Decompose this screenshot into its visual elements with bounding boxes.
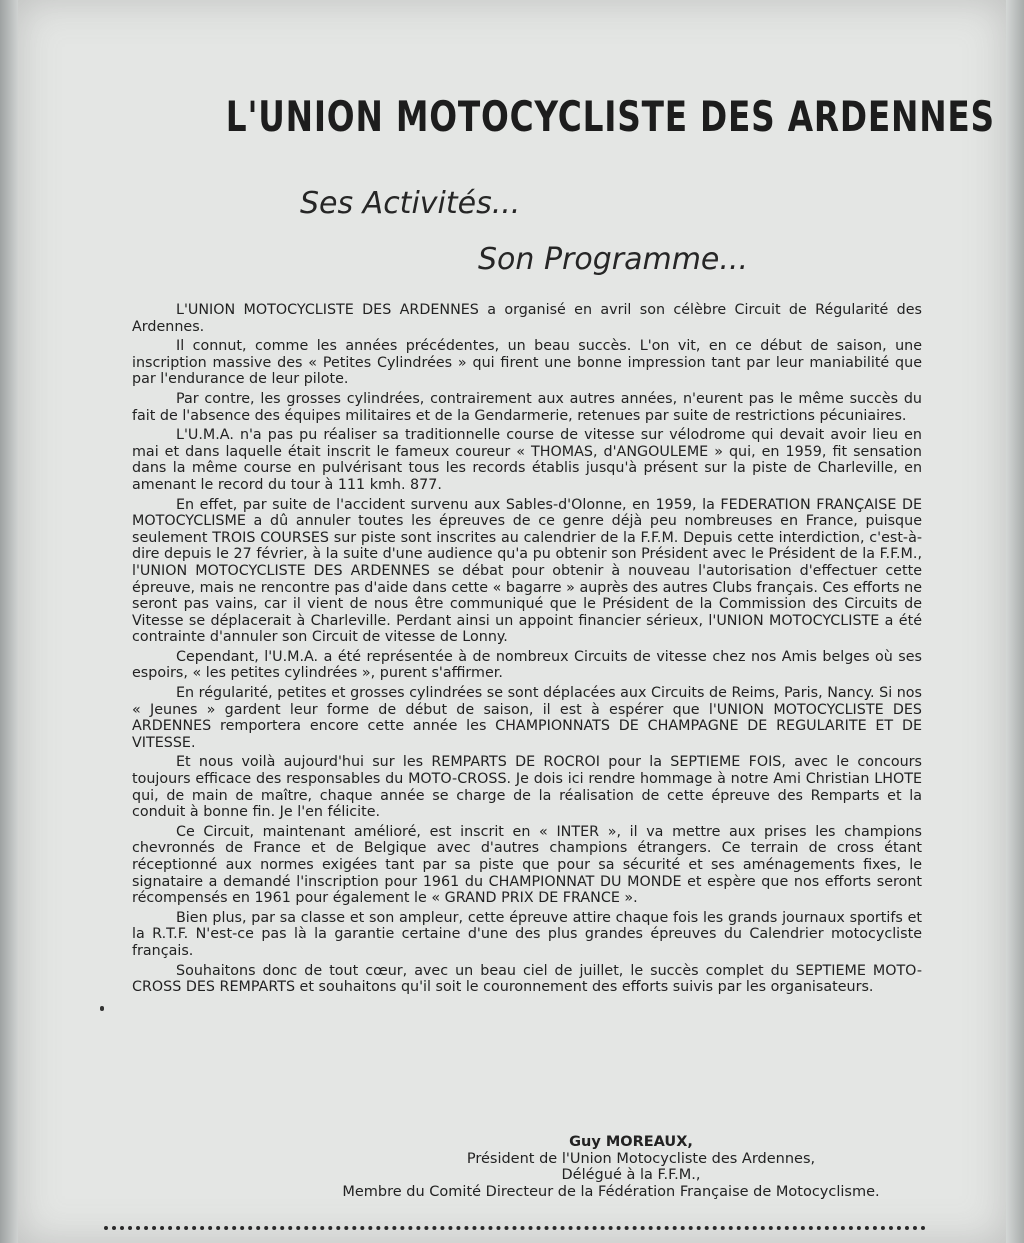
paragraph: Il connut, comme les années précédentes, un beau succès. L'on vit, en ce début de saison, une inscription massive des « Petites Cylindrées » qui firent une bonne impression tant par leur maniabilité que par l'endurance de leur pilote. <box>132 338 922 388</box>
article-body <box>132 302 922 999</box>
paragraph: Ce Circuit, maintenant amélioré, est inscrit en « INTER », il va mettre aux prises les champions chevronnés de France et de Belgique avec d'autres champions étrangers. Ce terrain de cross étant réceptionné aux normes exigées tant par sa piste que pour sa sécurité et ses aménagements fixes, le signataire a demandé l'inscription pour 1961 du CHAMPIONNAT DU MONDE et espère que nos efforts seront récompensés en 1961 pour également le « GRAND PRIX DE FRANCE ». <box>132 823 922 907</box>
paragraph: Bien plus, par sa classe et son ampleur, cette épreuve attire chaque fois les grands journaux sportifs et la R.T.F. N'est-ce pas là la garantie certaine d'une des plus grandes épreuves du Calendrier motocycliste français. <box>132 909 922 959</box>
document-title: L'UNION MOTOCYCLISTE DES ARDENNES <box>225 92 995 141</box>
paragraph: Par contre, les grosses cylindrées, contrairement aux autres années, n'eurent pas le même succès du fait de l'absence des équipes militaires et de la Gendarmerie, retenues par suite de restrictions pécuniaires. <box>132 390 922 424</box>
page-right-edge <box>1006 0 1024 1243</box>
signatory-committee: Membre du Comité Directeur de la Fédération Française de Motocyclisme. <box>342 1183 880 1200</box>
paragraph: L'U.M.A. n'a pas pu réaliser sa traditionnelle course de vitesse sur vélodrome qui devait avoir lieu en mai et dans laquelle était inscrit le fameux coureur « THOMAS, d'ANGOULEME » qui, en 1959, fit sensation dans la même course en pulvérisant tous les records établis jusqu'à présent sur la piste de Charleville, en amenant le record du tour à 111 kmh. 877. <box>132 427 922 493</box>
paragraph: Cependant, l'U.M.A. a été représentée à de nombreux Circuits de vitesse chez nos Amis belges où ses espoirs, « les petites cylindrées », purent s'affirmer. <box>132 648 922 682</box>
ink-speck <box>100 1006 104 1011</box>
subtitle-programme: Son Programme... <box>478 242 748 277</box>
signatory-delegate: Délégué à la F.F.M., <box>561 1167 701 1183</box>
paragraph: L'UNION MOTOCYCLISTE DES ARDENNES a organisé en avril son célèbre Circuit de Régularité des Ardennes. <box>132 302 922 335</box>
paragraph: Souhaitons donc de tout cœur, avec un beau ciel de juillet, le succès complet du SEPTIEME MOTO-CROSS DES REMPARTS et souhaitons qu'il soit le couronnement des efforts suivis par les organisateurs. <box>132 962 922 996</box>
subtitle-activities: Ses Activités... <box>300 186 521 221</box>
signatory-name: Guy MOREAUX, <box>569 1134 693 1150</box>
signatory-title: Président de l'Union Motocycliste des Ardennes, <box>466 1150 816 1167</box>
signature-block <box>300 1134 922 1200</box>
dotted-divider <box>104 1226 926 1230</box>
page-left-edge <box>0 0 18 1243</box>
paragraph: En effet, par suite de l'accident survenu aux Sables-d'Olonne, en 1959, la FEDERATION FRANÇAISE DE MOTOCYCLISME a dû annuler toutes les épreuves de ce genre déjà peu nombreuses en France, puisque seulement TROIS COURSES sur piste sont inscrites au calendrier de la F.F.M. Depuis cette interdiction, c'est-à-dire depuis le 27 février, à la suite d'une audience qu'a pu obtenir son Président avec le Président de la F.F.M., l'UNION MOTOCYCLISTE DES ARDENNES se débat pour obtenir à nouveau l'autorisation d'effectuer cette épreuve, mais ne rencontre pas d'aide dans cette « bagarre » auprès des autres Clubs français. Ces efforts ne seront pas vains, car il vient de nous être communiqué que le Président de la Commission des Circuits de Vitesse se déplacerait à Charleville. Perdant ainsi un appoint financier sérieux, l'UNION MOTOCYCLISTE a été contrainte d'annuler son Circuit de vitesse de Lonny. <box>132 496 922 646</box>
paragraph: En régularité, petites et grosses cylindrées se sont déplacées aux Circuits de Reims, Paris, Nancy. Si nos « Jeunes » gardent leur forme de début de saison, il est à espérer que l'UNION MOTOCYCLISTE DES ARDENNES remportera encore cette année les CHAMPIONNATS DE CHAMPAGNE DE REGULARITE ET DE VITESSE. <box>132 685 922 751</box>
paragraph: Et nous voilà aujourd'hui sur les REMPARTS DE ROCROI pour la SEPTIEME FOIS, avec le concours toujours efficace des responsables du MOTO-CROSS. Je dois ici rendre hommage à notre Ami Christian LHOTE qui, de main de maître, chaque année se charge de la réalisation de cette épreuve des Remparts et la conduit à bonne fin. Je l'en félicite. <box>132 754 922 821</box>
